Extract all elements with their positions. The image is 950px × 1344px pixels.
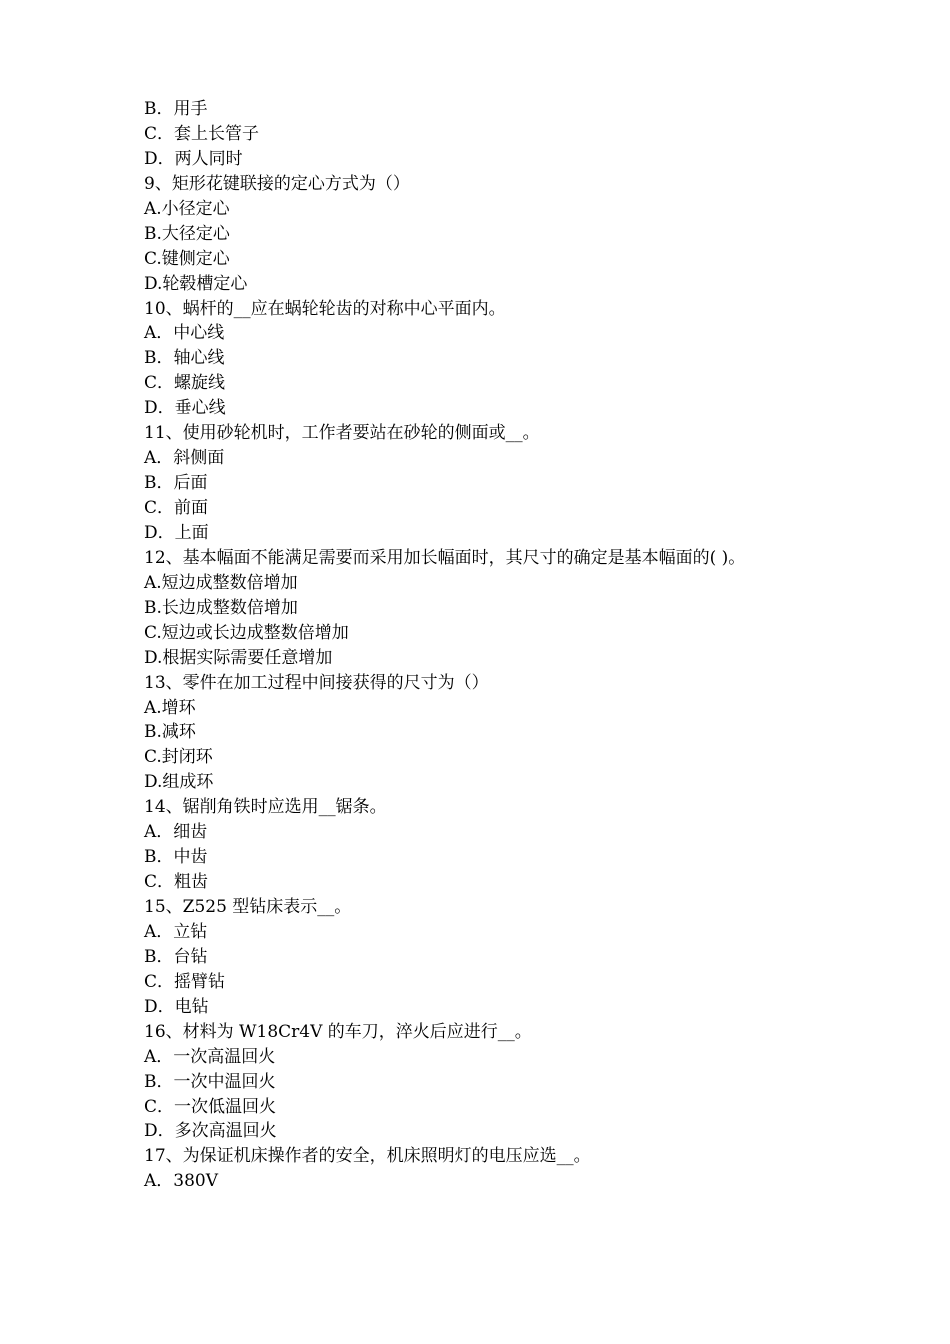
question-line: 15、Z525 型钻床表示__。 [144,897,352,917]
option-line: A．斜侧面 [144,448,225,469]
option-line: D．垂心线 [144,398,226,419]
option-line: A.短边成整数倍增加 [144,572,298,593]
question-line: 16、材料为 W18Cr4V 的车刀，淬火后应进行__。 [144,1021,532,1042]
option-line: B．一次中温回火 [144,1071,276,1092]
option-line: A．立钻 [144,921,208,942]
option-line: D．电钻 [144,996,209,1017]
option-line: D.轮毂槽定心 [144,273,248,294]
option-line: B．用手 [144,99,208,119]
question-line: 9、矩形花键联接的定心方式为（） [144,173,410,194]
option-line: C．粗齿 [144,872,209,893]
option-line: A．中心线 [144,323,225,344]
question-line: 13、零件在加工过程中间接获得的尺寸为（） [144,672,489,693]
option-line: C．摇臂钻 [144,971,226,992]
option-line: A.增环 [144,697,196,718]
question-line: 12、基本幅面不能满足需要而采用加长幅面时，其尺寸的确定是基本幅面的( )。 [144,547,746,568]
option-line: D．两人同时 [144,148,243,169]
question-line: 17、为保证机床操作者的安全，机床照明灯的电压应选__。 [144,1146,591,1167]
option-line: C.短边或长边成整数倍增加 [144,622,349,643]
option-line: D．上面 [144,522,209,543]
document-body [144,97,824,1194]
option-line: B.大径定心 [144,223,230,244]
option-line: C.键侧定心 [144,248,230,269]
option-line: B.长边成整数倍增加 [144,597,298,618]
option-line: A．380V [144,1171,219,1192]
question-line: 10、蜗杆的__应在蜗轮轮齿的对称中心平面内。 [144,298,506,319]
question-line: 11、使用砂轮机时，工作者要站在砂轮的侧面或__。 [144,423,540,444]
question-line: 14、锯削角铁时应选用__锯条。 [144,797,387,818]
option-line: C．套上长管子 [144,123,260,144]
option-line: B．轴心线 [144,348,225,369]
option-line: D．多次高温回火 [144,1121,277,1142]
option-line: A．一次高温回火 [144,1046,276,1067]
option-line: C．螺旋线 [144,373,226,394]
option-line: A.小径定心 [144,198,230,219]
option-line: B．后面 [144,473,208,494]
option-line: D.根据实际需要任意增加 [144,647,333,668]
option-line: B.减环 [144,722,196,743]
option-line: D.组成环 [144,772,214,793]
option-line: C．一次低温回火 [144,1096,277,1117]
option-line: C．前面 [144,498,209,518]
option-line: A．细齿 [144,822,208,843]
option-line: B．中齿 [144,847,208,868]
option-line: B．台钻 [144,946,208,967]
option-line: C.封闭环 [144,747,213,768]
